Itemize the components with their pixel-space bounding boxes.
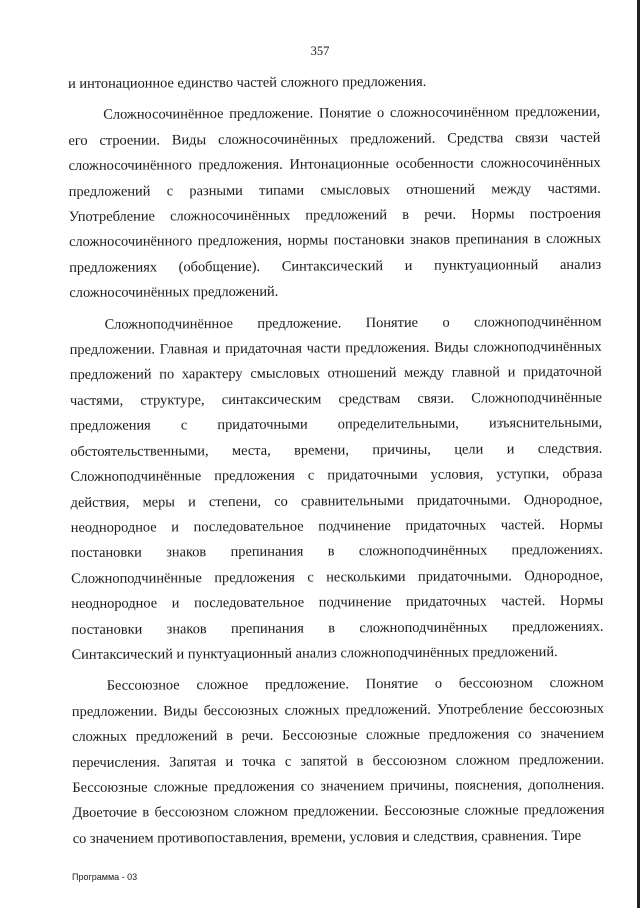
page-footer: Программа - 03	[72, 872, 138, 882]
paragraph-continuation: и интонационное единство частей сложного предложения.	[68, 73, 427, 92]
paragraph-compound-sentence: Сложносочинённое предложение. Понятие о сложносочинённом предложении, его строении. Виды сложносочинённых предложений. Средства связи частей сложносочинённого предложения. Интонационные особенности сложносочинённых предложений с разными типами смысловых отношений между частями. Употребление сложносочинённых предложений в речи. Нормы построения сложносочинённого предложения, нормы постановки знаков препинания в сложных предложениях (обобщение). Синтаксический и пунктуационный анализ сложносочинённых предложений.	[68, 104, 602, 302]
body-text	[68, 69, 605, 852]
paragraph-asyndetic-sentence: Бессоюзное сложное предложение. Понятие о бессоюзном сложном предложении. Виды бессоюзных сложных предложений. Употребление бессоюзных сложных предложений в речи. Бессоюзные сложные предложения со значением перечисления. Запятая и точка с запятой в бессоюзном сложном предложении. Бессоюзные сложные предложения со значением причины, пояснения, дополнения. Двоеточие в бессоюзном сложном предложении. Бессоюзные сложные предложения со значением противопоставления, времени, условия и следствия, сравнения. Тире	[71, 675, 605, 847]
page-number: 357	[310, 44, 330, 58]
paragraph-complex-sentence: Сложноподчинённое предложение. Понятие о сложноподчинённом предложении. Главная и придаточная части предложения. Виды сложноподчинённых предложений по характеру смысловых отношений между главной и придаточной частями, структуре, синтаксическим средствам связи. Сложноподчинённые предложения с придаточными определительными, изъяснительными, обстоятельственными, места, времени, причины, цели и следствия. Сложноподчинённые предложения с придаточными условия, уступки, образа действия, меры и степени, со сравнительными придаточными. Однородное, неоднородное и последовательное подчинение придаточных частей. Нормы постановки знаков препинания в сложноподчинённых предложениях. Сложноподчинённые предложения с несколькими придаточными. Однородное, неоднородное и последовательное подчинение придаточных частей. Нормы постановки знаков препинания в сложноподчинённых предложениях. Синтаксический и пунктуационный анализ сложноподчинённых предложений.	[69, 313, 604, 663]
